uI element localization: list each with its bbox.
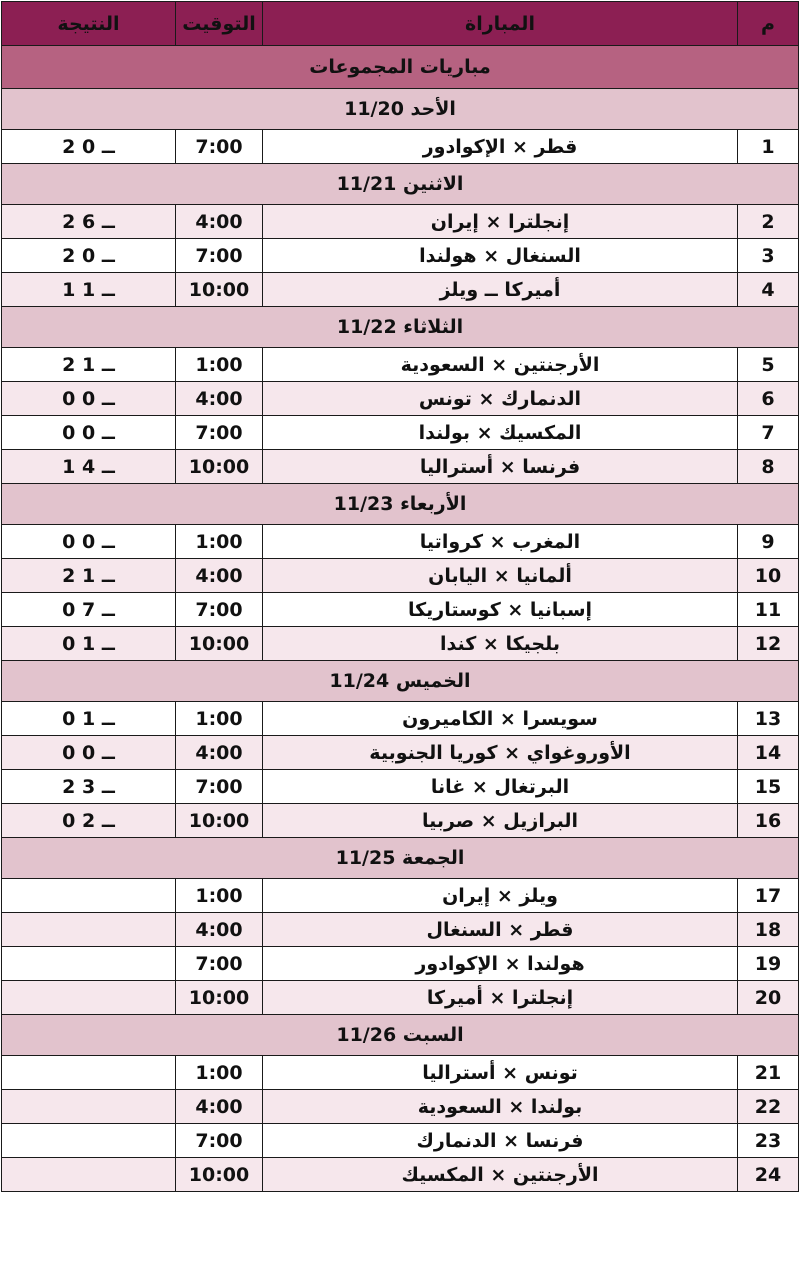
day-label: الخميس 11/24 [2,661,799,702]
match-time: 4:00 [176,736,263,770]
match-teams: قطر × الإكوادور [263,130,738,164]
match-row [2,1056,799,1090]
match-row [2,1090,799,1124]
match-teams: ويلز × إيران [263,879,738,913]
schedule-table [1,1,799,1192]
match-teams: الأرجنتين × المكسيك [263,1158,738,1192]
match-row [2,130,799,164]
match-time: 4:00 [176,913,263,947]
match-row [2,348,799,382]
day-header-row [2,164,799,205]
match-time: 10:00 [176,981,263,1015]
match-teams: المكسيك × بولندا [263,416,738,450]
match-time: 7:00 [176,770,263,804]
match-row [2,1124,799,1158]
match-time: 7:00 [176,593,263,627]
match-number: 19 [738,947,799,981]
day-label: السبت 11/26 [2,1015,799,1056]
match-teams: المغرب × كرواتيا [263,525,738,559]
day-header-row [2,307,799,348]
match-teams: الدنمارك × تونس [263,382,738,416]
match-number: 16 [738,804,799,838]
match-result: 2 ــ 0 [2,239,176,273]
match-time: 1:00 [176,525,263,559]
match-teams: إسبانيا × كوستاريكا [263,593,738,627]
match-time: 7:00 [176,239,263,273]
match-teams: قطر × السنغال [263,913,738,947]
match-result: 0 ــ 7 [2,593,176,627]
match-teams: البرتغال × غانا [263,770,738,804]
day-label: الأربعاء 11/23 [2,484,799,525]
match-number: 4 [738,273,799,307]
match-result [2,1090,176,1124]
day-label: الجمعة 11/25 [2,838,799,879]
match-result [2,879,176,913]
match-number: 1 [738,130,799,164]
day-header-row [2,484,799,525]
match-result [2,1158,176,1192]
match-time: 7:00 [176,416,263,450]
header-row [2,2,799,46]
match-time: 10:00 [176,804,263,838]
match-time: 10:00 [176,450,263,484]
match-row [2,627,799,661]
match-number: 22 [738,1090,799,1124]
match-result: 0 ــ 1 [2,627,176,661]
match-time: 7:00 [176,947,263,981]
match-row [2,947,799,981]
match-result: 0 ــ 1 [2,702,176,736]
match-result: 2 ــ 1 [2,348,176,382]
match-teams: إنجلترا × أميركا [263,981,738,1015]
match-number: 15 [738,770,799,804]
match-time: 7:00 [176,130,263,164]
match-result [2,1056,176,1090]
day-header-row [2,89,799,130]
match-teams: أميركا ــ ويلز [263,273,738,307]
match-result: 2 ــ 6 [2,205,176,239]
match-row [2,804,799,838]
match-result: 0 ــ 0 [2,416,176,450]
match-teams: إنجلترا × إيران [263,205,738,239]
match-time: 10:00 [176,627,263,661]
match-number: 5 [738,348,799,382]
match-row [2,382,799,416]
match-time: 10:00 [176,1158,263,1192]
match-teams: الأوروغواي × كوريا الجنوبية [263,736,738,770]
match-number: 23 [738,1124,799,1158]
match-result: 2 ــ 3 [2,770,176,804]
match-time: 1:00 [176,1056,263,1090]
match-number: 14 [738,736,799,770]
header-num: م [738,2,799,46]
match-row [2,593,799,627]
match-result: 0 ــ 0 [2,382,176,416]
match-number: 24 [738,1158,799,1192]
day-header-row [2,661,799,702]
match-row [2,1158,799,1192]
match-teams: السنغال × هولندا [263,239,738,273]
match-result [2,981,176,1015]
match-number: 6 [738,382,799,416]
match-teams: تونس × أستراليا [263,1056,738,1090]
match-result: 1 ــ 4 [2,450,176,484]
day-label: الأحد 11/20 [2,89,799,130]
match-result [2,1124,176,1158]
match-result: 0 ــ 2 [2,804,176,838]
match-row [2,525,799,559]
match-teams: الأرجنتين × السعودية [263,348,738,382]
match-row [2,913,799,947]
match-number: 10 [738,559,799,593]
match-result: 0 ــ 0 [2,736,176,770]
match-number: 21 [738,1056,799,1090]
match-teams: بلجيكا × كندا [263,627,738,661]
schedule-body [2,46,799,1192]
header-match: المباراة [263,2,738,46]
match-number: 13 [738,702,799,736]
match-number: 7 [738,416,799,450]
match-teams: فرنسا × أستراليا [263,450,738,484]
match-result: 2 ــ 0 [2,130,176,164]
day-label: الثلاثاء 11/22 [2,307,799,348]
match-number: 17 [738,879,799,913]
section-title: مباريات المجموعات [2,46,799,89]
match-row [2,450,799,484]
match-time: 4:00 [176,382,263,416]
match-row [2,981,799,1015]
match-teams: هولندا × الإكوادور [263,947,738,981]
match-row [2,205,799,239]
match-number: 12 [738,627,799,661]
match-row [2,416,799,450]
match-time: 1:00 [176,879,263,913]
match-row [2,736,799,770]
match-number: 8 [738,450,799,484]
match-result: 1 ــ 1 [2,273,176,307]
match-result [2,913,176,947]
match-time: 4:00 [176,559,263,593]
match-number: 3 [738,239,799,273]
match-teams: ألمانيا × اليابان [263,559,738,593]
match-number: 11 [738,593,799,627]
match-number: 20 [738,981,799,1015]
match-result: 2 ــ 1 [2,559,176,593]
match-row [2,702,799,736]
match-result: 0 ــ 0 [2,525,176,559]
header-time: التوقيت [176,2,263,46]
match-teams: فرنسا × الدنمارك [263,1124,738,1158]
match-teams: البرازيل × صربيا [263,804,738,838]
match-row [2,879,799,913]
match-number: 9 [738,525,799,559]
match-row [2,239,799,273]
match-teams: سويسرا × الكاميرون [263,702,738,736]
match-row [2,273,799,307]
match-time: 7:00 [176,1124,263,1158]
header-result: النتيجة [2,2,176,46]
day-header-row [2,1015,799,1056]
day-header-row [2,838,799,879]
match-row [2,559,799,593]
match-number: 2 [738,205,799,239]
match-teams: بولندا × السعودية [263,1090,738,1124]
match-time: 1:00 [176,702,263,736]
match-time: 4:00 [176,205,263,239]
match-result [2,947,176,981]
day-label: الاثنين 11/21 [2,164,799,205]
match-time: 1:00 [176,348,263,382]
match-number: 18 [738,913,799,947]
match-row [2,770,799,804]
match-time: 10:00 [176,273,263,307]
match-time: 4:00 [176,1090,263,1124]
section-row [2,46,799,89]
